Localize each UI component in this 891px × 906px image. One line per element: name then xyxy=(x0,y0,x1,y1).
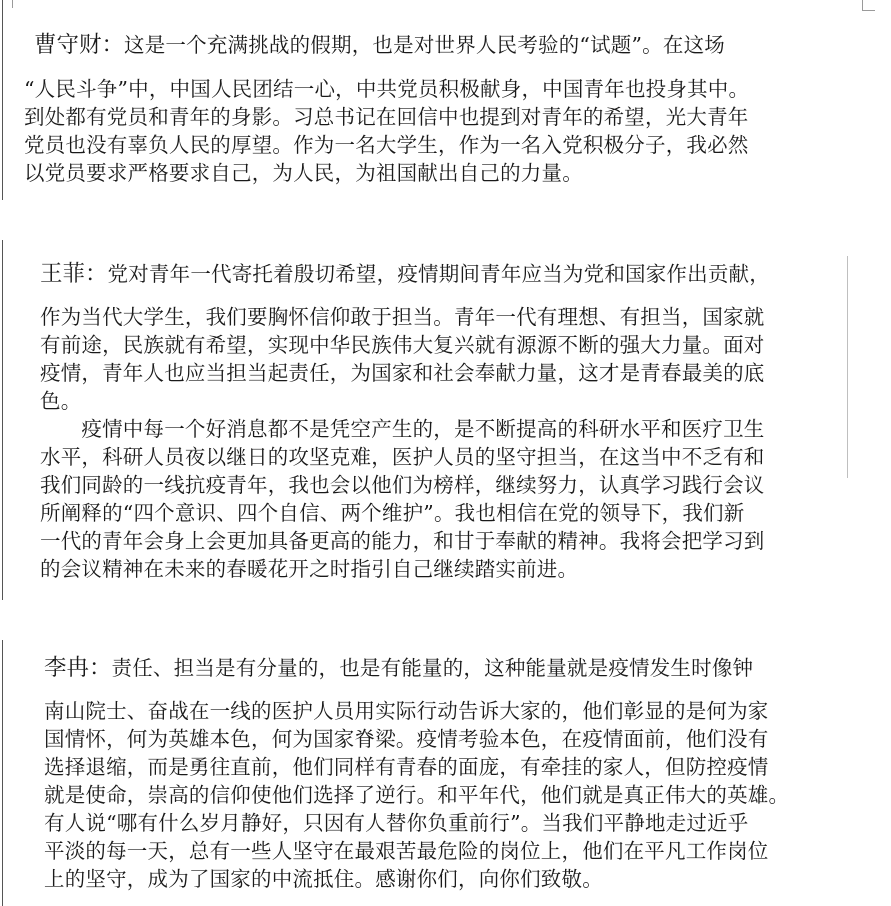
text-line: “人民斗争”中，中国人民团结一心，中共党员积极献身，中国青年也投身其中。 xyxy=(24,77,750,101)
block-3-speaker xyxy=(44,650,753,682)
text-line: 国情怀，何为英雄本色，何为国家脊梁。疫情考验本色，在疫情面前，他们没有 xyxy=(44,727,769,751)
block-1-speaker xyxy=(34,27,725,59)
speaker-name: 李冉： xyxy=(44,655,112,681)
speaker-name: 曹守财： xyxy=(34,32,125,58)
text-line: 选择退缩，而是勇往直前，他们同样有青春的面庞，有牵挂的家人，但防控疫情 xyxy=(44,755,769,779)
text-line: 有前途，民族就有希望，实现中华民族伟大复兴就有源源不断的强大力量。面对 xyxy=(40,333,765,357)
text-line: 疫情中每一个好消息都不是凭空产生的，是不断提高的科研水平和医疗卫生 xyxy=(40,417,765,441)
first-line: 党对青年一代寄托着殷切希望，疫情期间青年应当为党和国家作出贡献， xyxy=(107,262,770,286)
text-line: 以党员要求严格要求自己，为人民，为祖国献出自己的力量。 xyxy=(24,161,583,185)
text-line: 党员也没有辜负人民的厚望。作为一名大学生，作为一名入党积极分子，我必然 xyxy=(24,133,749,157)
text-line: 就是使命，崇高的信仰使他们选择了逆行。和平年代，他们就是真正伟大的英雄。 xyxy=(44,783,790,807)
first-line: 责任、担当是有分量的，也是有能量的，这种能量就是疫情发生时像钟 xyxy=(111,656,754,680)
text-line: 平淡的每一天，总有一些人坚守在最艰苦最危险的岗位上，他们在平凡工作岗位 xyxy=(44,839,769,863)
comment-block-3 xyxy=(0,640,891,906)
text-line: 的会议精神在未来的春暖花开之时指引自己继续踏实前进。 xyxy=(40,557,579,581)
text-line: 南山院士、奋战在一线的医护人员用实际行动告诉大家的，他们彰显的是何为家 xyxy=(44,699,769,723)
block-1-left-rule xyxy=(2,0,3,200)
first-line: 这是一个充满挑战的假期，也是对世界人民考验的“试题”。在这场 xyxy=(124,33,725,57)
comment-block-2 xyxy=(0,240,891,600)
text-line: 有人说“哪有什么岁月静好，只因有人替你负重前行”。当我们平静地走过近乎 xyxy=(44,811,749,835)
block-3-left-rule xyxy=(2,640,3,906)
text-line: 水平，科研人员夜以继日的攻坚克难，医护人员的坚守担当，在这当中不乏有和 xyxy=(40,445,765,469)
text-line: 作为当代大学生，我们要胸怀信仰敢于担当。青年一代有理想、有担当，国家就 xyxy=(40,305,765,329)
text-line: 我们同龄的一线抗疫青年，我也会以他们为榜样，继续努力，认真学习践行会议 xyxy=(40,473,765,497)
text-line: 一代的青年会身上会更加具备更高的能力，和甘于奉献的精神。我将会把学习到 xyxy=(40,529,765,553)
block-2-right-rule xyxy=(847,256,848,478)
block-2-left-rule xyxy=(2,240,3,600)
comment-block-1 xyxy=(0,0,891,210)
text-line: 所阐释的“四个意识、四个自信、两个维护”。我也相信在党的领导下，我们新 xyxy=(40,501,745,525)
block-2-speaker xyxy=(40,256,770,288)
text-line: 色。 xyxy=(40,389,82,413)
text-line: 到处都有党员和青年的身影。习总书记在回信中也提到对青年的希望，光大青年 xyxy=(24,105,749,129)
text-line: 疫情，青年人也应当担当起责任，为国家和社会奉献力量，这才是青春最美的底 xyxy=(40,361,765,385)
speaker-name: 王菲： xyxy=(40,261,108,287)
text-line: 上的坚守，成为了国家的中流抵住。感谢你们，向你们致敬。 xyxy=(44,867,603,891)
